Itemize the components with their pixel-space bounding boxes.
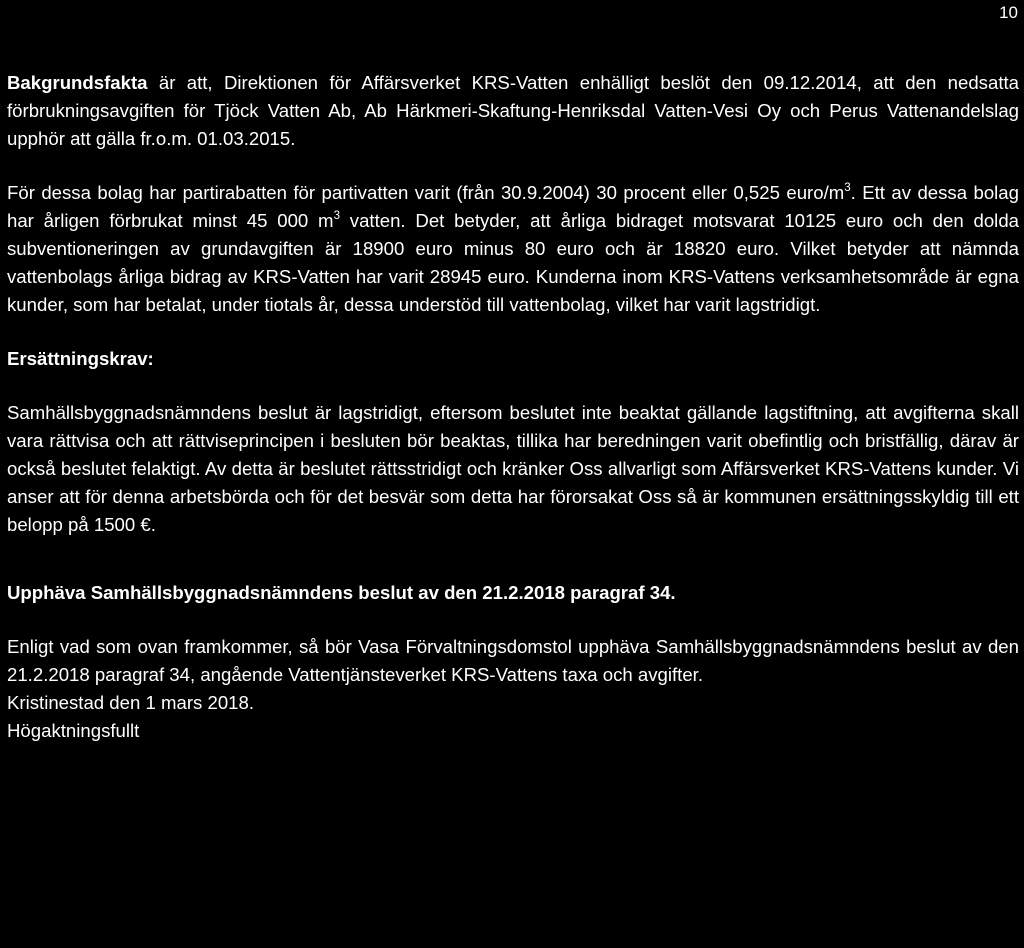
- compensation-paragraph: Samhällsbyggnadsnämndens beslut är lagstridigt, eftersom beslutet inte beaktat gällande lagstiftning, att avgifterna skall vara rättvisa och att rättviseprincipen i besluten bör beaktas, tillika har beredningen varit obefintlig och bristfällig, därav är också beslutet felaktigt. Av detta är beslutet rättsstridigt och kränker Oss allvarligt som Affärsverket KRS-Vattens kunder. Vi anser att för denna arbetsbörda och för det besvär som detta har förorsakat Oss så är kommunen ersättningsskyldig till ett belopp på 1500 €.: [7, 402, 1019, 535]
- rebate-text-2: . Ett av dessa bolag har årligen förbrukat minst 45 000 m: [7, 182, 1019, 231]
- annul-paragraph: Enligt vad som ovan framkommer, så bör Vasa Förvaltningsdomstol upphäva Samhällsbyggnadsnämndens beslut av den 21.2.2018 paragraf 34, angående Vattentjänsteverket KRS-Vattens taxa och avgifter.: [7, 636, 1019, 685]
- annul-heading: Upphäva Samhällsbyggnadsnämndens beslut av den 21.2.2018 paragraf 34.: [7, 582, 676, 603]
- rebate-superscript-2: 3: [333, 209, 340, 222]
- rebate-paragraph: [7, 179, 1019, 319]
- background-paragraph: [7, 69, 1019, 153]
- place-date: Kristinestad den 1 mars 2018.: [7, 692, 255, 713]
- page-number: 10: [999, 3, 1018, 22]
- rebate-superscript-1: 3: [844, 181, 851, 194]
- compensation-heading: Ersättningskrav:: [7, 348, 154, 369]
- rebate-text-1: För dessa bolag har partirabatten för partivatten varit (från 30.9.2004) 30 procent eller 0,525 euro/m: [7, 182, 845, 203]
- rebate-text-3: vatten. Det betyder, att årliga bidraget motsvarat 10125 euro och den dolda subventioneringen av grundavgiften är 18900 euro minus 80 euro och är 18820 euro. Vilket betyder att nämnda vattenbolags årliga bidrag av KRS-Vatten har varit 28945 euro. Kunderna inom KRS-Vattens verksamhetsområde är egna kunder, som har betalat, under tiotals år, dessa understöd till vattenbolag, vilket har varit lagstridigt.: [7, 210, 1019, 315]
- background-text: är att, Direktionen för Affärsverket KRS-Vatten enhälligt beslöt den 09.12.2014, att den nedsatta förbrukningsavgiften för Tjöck Vatten Ab, Ab Härkmeri-Skaftung-Henriksdal Vatten-Vesi Oy och Perus Vattenandelslag upphör att gälla fr.o.m. 01.03.2015.: [7, 72, 1019, 149]
- background-label: Bakgrundsfakta: [7, 72, 148, 93]
- salutation: Högaktningsfullt: [7, 720, 140, 741]
- document-body: [7, 69, 1019, 745]
